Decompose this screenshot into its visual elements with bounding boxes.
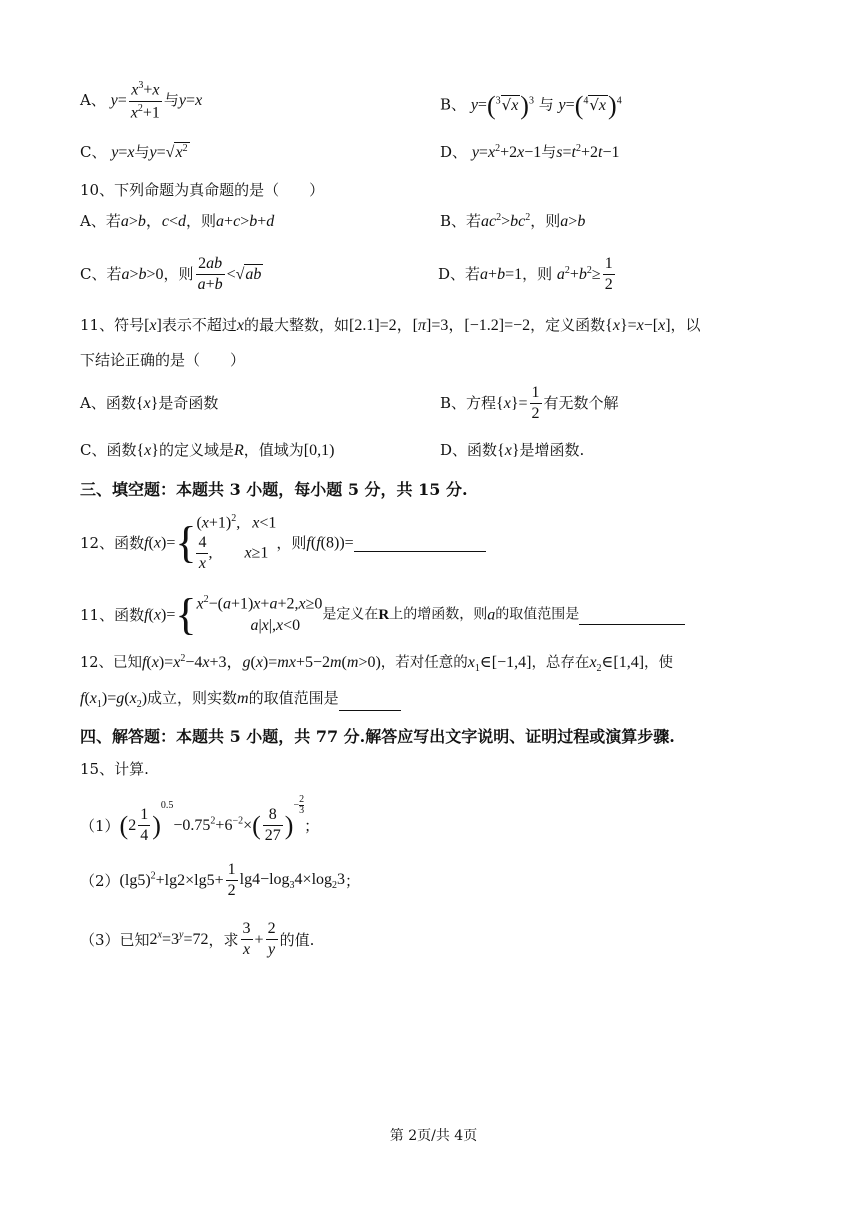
q11-option-b: B、方程{x}= $\frac{1}{2}$ 有无数个解 [440,384,619,423]
q10-option-d: D、若a+b=1，则 $a^2+b^2\ge$ $\frac{1}{2}$ [438,255,613,294]
q10-stem: 10、下列命题为真命题的是（ ） [80,181,325,199]
section-3-heading: 三、填空题：本题共 3 小题，每小题 5 分，共 15 分. [80,480,468,499]
q11-option-c: C、函数{x}的定义域是R，值域为[0,1) [80,441,335,459]
answer-blank[interactable] [339,694,401,711]
q15-part-2: $(2)(\lg 5)^2+\lg 2\times\lg 5+$ $\frac{1}{2}$ $\lg 4-\log_34\times\log_23$； [80,861,361,900]
q10-option-a: A、若a>b，c<d，则a+c>b+d [80,212,275,230]
page-footer: 第 2页/共 4页 [389,1128,478,1144]
q11-stem-line2: 下结论正确的是（ ） [80,351,246,369]
answer-blank[interactable] [579,606,685,625]
q10-option-c: C、若a>b>0，则 $\frac{2ab}{a+b}$ <√ab [80,255,262,294]
q12-stem-line2: $f(x_1)=g(x_2)$成立，则实数m的取值范围是 [80,689,401,711]
q15-title: 15、计算. [80,760,149,778]
q11-stem: 11、符号[x]表示不超过x的最大整数，如[2.1]=2，[π]=3，[−1.2]=−2，定义函数{x}=x−[x]，以 [80,316,701,334]
q9-option-a: A、 y= $\frac{x^3+x}{x^2+1}$ 与y=x [80,80,203,122]
q9-option-c: C、 y=x与$y=√x^2$ [80,143,188,161]
q11-option-d: D、函数{x}是增函数. [440,441,585,459]
q11-option-a: A、函数{x}是奇函数 [80,394,219,412]
q9-option-b: B、 $y=(^3√x)^3$ 与 $y=(^4√x)^4$ [440,91,622,120]
q12-piecewise: 12、函数f(x)={ $(x+1)^2$, x<1 $\frac{4}{x}$ , x≥1 ，则f(f(8))= [80,512,486,582]
q15-part-3: （3）已知$2^x=3^y=72$，求 $\frac{3}{x}$ + $\frac{2}{y}$ 的值. [80,920,315,959]
q12-stem: 12、已知$f(x)=x^2-4x+3$，g(x)=mx+5−2m(m>0)，若对任意的$x_1\in[-1,4]$，总存在$x_2\in[1,4]$，使 [80,653,674,674]
q9-option-d: D、 $y=x^2+2x-1$与$s=t^2+2t-1$ [440,143,620,161]
q10-option-b: B、若$ac^2>bc^2$，则a>b [440,212,586,230]
section-4-heading: 四、解答题：本题共 5 小题，共 77 分.解答应写出文字说明、证明过程或演算步骤. [80,727,675,746]
answer-blank[interactable] [354,533,486,552]
q15-part-1: （1）(2 $\frac{1}{4}$ )$^{0.5}-0.75^2+6^{-2}\times$( $\frac{8}{27}$ )$^{- \frac{2}{3}}$ ； [80,794,320,845]
q11-piecewise: 11、函数f(x)={ $x^2-(a+1)x+a+2,x\ge 0$ a|x|,x<0 是定义在R上的增函数，则a的取值范围是 [80,593,685,653]
